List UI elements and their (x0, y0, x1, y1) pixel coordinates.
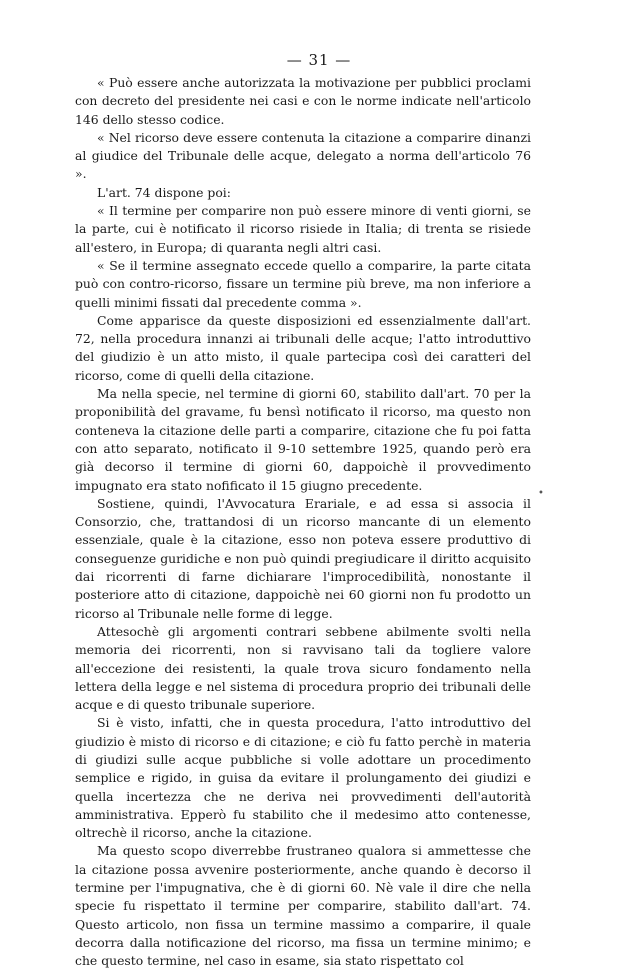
paragraph-8: Sostiene, quindi, l'Avvocatura Erariale, e ad essa si associa il Consorzio, che, trattandosi di un ricorso mancante di un elemento essenziale, quale è la citazione, esso non poteva essere produttivo di conseguenze guridiche e non può quindi pregiudicare il diritto acquisito dai ricorrenti di farne dichiarare l'improcedibilità, nonostante il posteriore atto di citazione, dappoichè nei 60 giorni non fu prodotto un ricorso al Tribunale nelle forme di legge. (75, 495, 531, 621)
paragraph-9: Attesochè gli argomenti contrari sebbene abilmente svolti nella memoria dei ricorrenti, non si ravvisano tali da togliere valore all'eccezione dei resistenti, la quale trova sicuro fondamento nella lettera della legge e nel sistema di procedura proprio dei tribunali delle acque e di questo tribunale superiore. (75, 623, 531, 713)
paragraph-11: Ma questo scopo diverrebbe frustraneo qualora si ammettesse che la citazione possa avvenire posteriormente, anche quando è decorso il termine per l'impugnativa, che è di giorni 60. Nè vale il dire che nella specie fu rispettato il termine per comparire, stabilito dall'art. 74. Questo articolo, non fissa un termine massimo a comparire, il quale decorra dalla notificazione del ricorso, ma fissa un termine minimo; e che questo termine, nel caso in esame, sia stato rispettato col (75, 843, 531, 969)
body-text (75, 74, 531, 971)
stray-mark: • (538, 488, 544, 499)
paragraph-7: Ma nella specie, nel termine di giorni 60, stabilito dall'art. 70 per la proponibilità del gravame, fu bensì notificato il ricorso, ma questo non conteneva la citazione delle parti a comparire, citazione che fu poi fatta con atto separato, notificato il 9-10 settembre 1925, quando però era già decorso il termine di giorni 60, dappoichè il provvedimento impugnato era stato nofificato il 15 giugno precedente. (75, 386, 531, 493)
paragraph-2: « Nel ricorso deve essere contenuta la citazione a comparire dinanzi al giudice del Tribunale delle acque, delegato a norma dell'articolo 76 ». (75, 129, 531, 182)
paragraph-3: L'art. 74 dispone poi: (97, 184, 231, 200)
paragraph-6: Come apparisce da queste disposizioni ed essenzialmente dall'art. 72, nella procedura innanzi ai tribunali delle acque; l'atto introduttivo del giudizio è un atto misto, il quale partecipa così dei caratteri del ricorso, come di quelli della citazione. (75, 312, 531, 383)
paragraph-1: « Può essere anche autorizzata la motivazione per pubblici proclami con decreto del presidente nei casi e con le norme indicate nell'articolo 146 dello stesso codice. (75, 75, 531, 127)
paragraph-10: Si è visto, infatti, che in questa procedura, l'atto introduttivo del giudizio è misto di ricorso e di citazione; e ciò fu fatto perchè in materia di giudizi sulle acque pubbliche si volle adottare un procedimento semplice e rigido, in guisa da evitare il prolungamento dei giudizi e quella incertezza che ne deriva nei provvedimenti dell'autorità amministrativa. Epperò fu stabilito che il medesimo atto contenesse, oltrechè il ricorso, anche la citazione. (75, 715, 531, 841)
paragraph-5: « Se il termine assegnato eccede quello a comparire, la parte citata può con contro-ricorso, fissare un termine più breve, ma non inferiore a quelli minimi fissati dal precedente comma ». (75, 257, 531, 310)
paragraph-4: « Il termine per comparire non può essere minore di venti giorni, se la parte, cui è notificato il ricorso risiede in Italia; di trenta se risiede all'estero, in Europa; di quaranta negli altri casi. (75, 203, 531, 255)
page-number: — 31 — (286, 51, 352, 69)
